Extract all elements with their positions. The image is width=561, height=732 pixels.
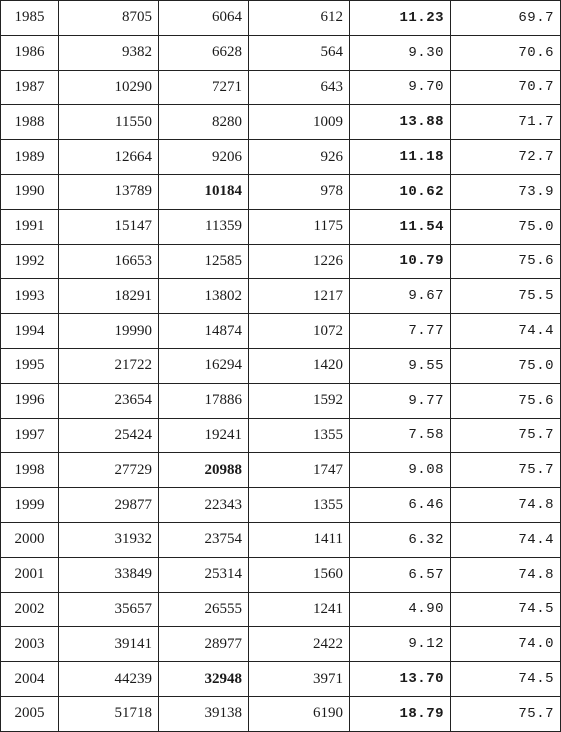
value-a-cell: 10290	[59, 70, 159, 105]
value-e-cell: 74.8	[451, 488, 561, 523]
value-c-cell: 1560	[249, 557, 350, 592]
table-row	[1, 105, 561, 140]
value-b-cell: 17886	[159, 383, 249, 418]
value-a-cell: 39141	[59, 627, 159, 662]
value-e-cell: 75.7	[451, 696, 561, 731]
value-a-cell: 35657	[59, 592, 159, 627]
value-e-cell: 75.6	[451, 383, 561, 418]
value-e-cell: 70.6	[451, 35, 561, 70]
value-e-cell: 73.9	[451, 174, 561, 209]
year-cell: 2000	[1, 522, 59, 557]
value-a-cell: 8705	[59, 1, 159, 36]
value-d-cell: 13.88	[350, 105, 451, 140]
table-row	[1, 1, 561, 36]
value-c-cell: 926	[249, 140, 350, 175]
value-b-cell: 14874	[159, 314, 249, 349]
value-c-cell: 1355	[249, 488, 350, 523]
table-row	[1, 453, 561, 488]
value-c-cell: 1217	[249, 279, 350, 314]
value-b-cell: 8280	[159, 105, 249, 140]
value-b-cell: 39138	[159, 696, 249, 731]
table-row	[1, 418, 561, 453]
value-a-cell: 23654	[59, 383, 159, 418]
year-cell: 2004	[1, 662, 59, 697]
value-b-cell: 16294	[159, 348, 249, 383]
value-a-cell: 16653	[59, 244, 159, 279]
table-row	[1, 209, 561, 244]
table-row	[1, 557, 561, 592]
table-row	[1, 488, 561, 523]
value-e-cell: 75.7	[451, 453, 561, 488]
value-d-cell: 11.18	[350, 140, 451, 175]
value-e-cell: 75.5	[451, 279, 561, 314]
year-cell: 1997	[1, 418, 59, 453]
table-row	[1, 314, 561, 349]
value-a-cell: 21722	[59, 348, 159, 383]
value-a-cell: 15147	[59, 209, 159, 244]
value-c-cell: 2422	[249, 627, 350, 662]
value-a-cell: 13789	[59, 174, 159, 209]
value-c-cell: 564	[249, 35, 350, 70]
value-b-cell: 25314	[159, 557, 249, 592]
value-d-cell: 11.54	[350, 209, 451, 244]
year-cell: 1989	[1, 140, 59, 175]
value-d-cell: 6.46	[350, 488, 451, 523]
value-c-cell: 3971	[249, 662, 350, 697]
value-a-cell: 11550	[59, 105, 159, 140]
value-a-cell: 19990	[59, 314, 159, 349]
year-cell: 1985	[1, 1, 59, 36]
value-d-cell: 9.70	[350, 70, 451, 105]
value-e-cell: 69.7	[451, 1, 561, 36]
value-b-cell: 13802	[159, 279, 249, 314]
table-row	[1, 174, 561, 209]
value-a-cell: 51718	[59, 696, 159, 731]
value-b-cell: 22343	[159, 488, 249, 523]
year-cell: 1998	[1, 453, 59, 488]
value-b-cell: 6064	[159, 1, 249, 36]
value-d-cell: 10.79	[350, 244, 451, 279]
value-d-cell: 11.23	[350, 1, 451, 36]
value-c-cell: 6190	[249, 696, 350, 731]
year-cell: 1995	[1, 348, 59, 383]
value-b-cell: 7271	[159, 70, 249, 105]
value-d-cell: 9.55	[350, 348, 451, 383]
table-row	[1, 662, 561, 697]
value-c-cell: 612	[249, 1, 350, 36]
value-b-cell: 23754	[159, 522, 249, 557]
value-b-cell: 12585	[159, 244, 249, 279]
year-cell: 1994	[1, 314, 59, 349]
value-a-cell: 33849	[59, 557, 159, 592]
table-row	[1, 70, 561, 105]
year-cell: 1992	[1, 244, 59, 279]
value-a-cell: 9382	[59, 35, 159, 70]
value-a-cell: 12664	[59, 140, 159, 175]
value-d-cell: 7.77	[350, 314, 451, 349]
value-d-cell: 9.30	[350, 35, 451, 70]
year-cell: 1987	[1, 70, 59, 105]
value-e-cell: 70.7	[451, 70, 561, 105]
year-cell: 1993	[1, 279, 59, 314]
value-c-cell: 978	[249, 174, 350, 209]
value-e-cell: 74.5	[451, 662, 561, 697]
value-d-cell: 10.62	[350, 174, 451, 209]
value-a-cell: 44239	[59, 662, 159, 697]
table-row	[1, 383, 561, 418]
value-d-cell: 9.12	[350, 627, 451, 662]
value-d-cell: 18.79	[350, 696, 451, 731]
value-e-cell: 74.8	[451, 557, 561, 592]
year-cell: 1999	[1, 488, 59, 523]
value-e-cell: 71.7	[451, 105, 561, 140]
value-c-cell: 1420	[249, 348, 350, 383]
value-c-cell: 1747	[249, 453, 350, 488]
table-row	[1, 140, 561, 175]
value-a-cell: 27729	[59, 453, 159, 488]
year-cell: 1996	[1, 383, 59, 418]
table-row	[1, 592, 561, 627]
table-row	[1, 348, 561, 383]
table-row	[1, 244, 561, 279]
value-b-cell: 19241	[159, 418, 249, 453]
value-d-cell: 13.70	[350, 662, 451, 697]
value-b-cell: 6628	[159, 35, 249, 70]
value-c-cell: 1009	[249, 105, 350, 140]
value-c-cell: 1226	[249, 244, 350, 279]
value-a-cell: 29877	[59, 488, 159, 523]
value-b-cell: 9206	[159, 140, 249, 175]
value-a-cell: 31932	[59, 522, 159, 557]
value-e-cell: 75.0	[451, 209, 561, 244]
value-c-cell: 1241	[249, 592, 350, 627]
table-row	[1, 35, 561, 70]
value-e-cell: 74.4	[451, 522, 561, 557]
value-d-cell: 4.90	[350, 592, 451, 627]
year-cell: 1991	[1, 209, 59, 244]
table-row	[1, 522, 561, 557]
table-row	[1, 627, 561, 662]
value-d-cell: 9.67	[350, 279, 451, 314]
value-d-cell: 6.32	[350, 522, 451, 557]
year-cell: 2003	[1, 627, 59, 662]
value-e-cell: 75.7	[451, 418, 561, 453]
value-b-cell: 10184	[159, 174, 249, 209]
value-b-cell: 26555	[159, 592, 249, 627]
value-c-cell: 1411	[249, 522, 350, 557]
value-e-cell: 74.5	[451, 592, 561, 627]
table-body	[1, 1, 561, 732]
value-a-cell: 25424	[59, 418, 159, 453]
value-b-cell: 11359	[159, 209, 249, 244]
year-cell: 1988	[1, 105, 59, 140]
table-row	[1, 696, 561, 731]
value-d-cell: 6.57	[350, 557, 451, 592]
value-e-cell: 72.7	[451, 140, 561, 175]
value-e-cell: 74.0	[451, 627, 561, 662]
table-row	[1, 279, 561, 314]
value-c-cell: 1072	[249, 314, 350, 349]
value-e-cell: 75.6	[451, 244, 561, 279]
value-c-cell: 1175	[249, 209, 350, 244]
value-c-cell: 643	[249, 70, 350, 105]
year-cell: 2005	[1, 696, 59, 731]
year-cell: 2001	[1, 557, 59, 592]
value-d-cell: 9.77	[350, 383, 451, 418]
value-c-cell: 1592	[249, 383, 350, 418]
value-a-cell: 18291	[59, 279, 159, 314]
value-e-cell: 74.4	[451, 314, 561, 349]
value-d-cell: 9.08	[350, 453, 451, 488]
year-cell: 1990	[1, 174, 59, 209]
value-d-cell: 7.58	[350, 418, 451, 453]
value-b-cell: 20988	[159, 453, 249, 488]
value-b-cell: 32948	[159, 662, 249, 697]
year-cell: 2002	[1, 592, 59, 627]
value-b-cell: 28977	[159, 627, 249, 662]
value-e-cell: 75.0	[451, 348, 561, 383]
year-cell: 1986	[1, 35, 59, 70]
value-c-cell: 1355	[249, 418, 350, 453]
